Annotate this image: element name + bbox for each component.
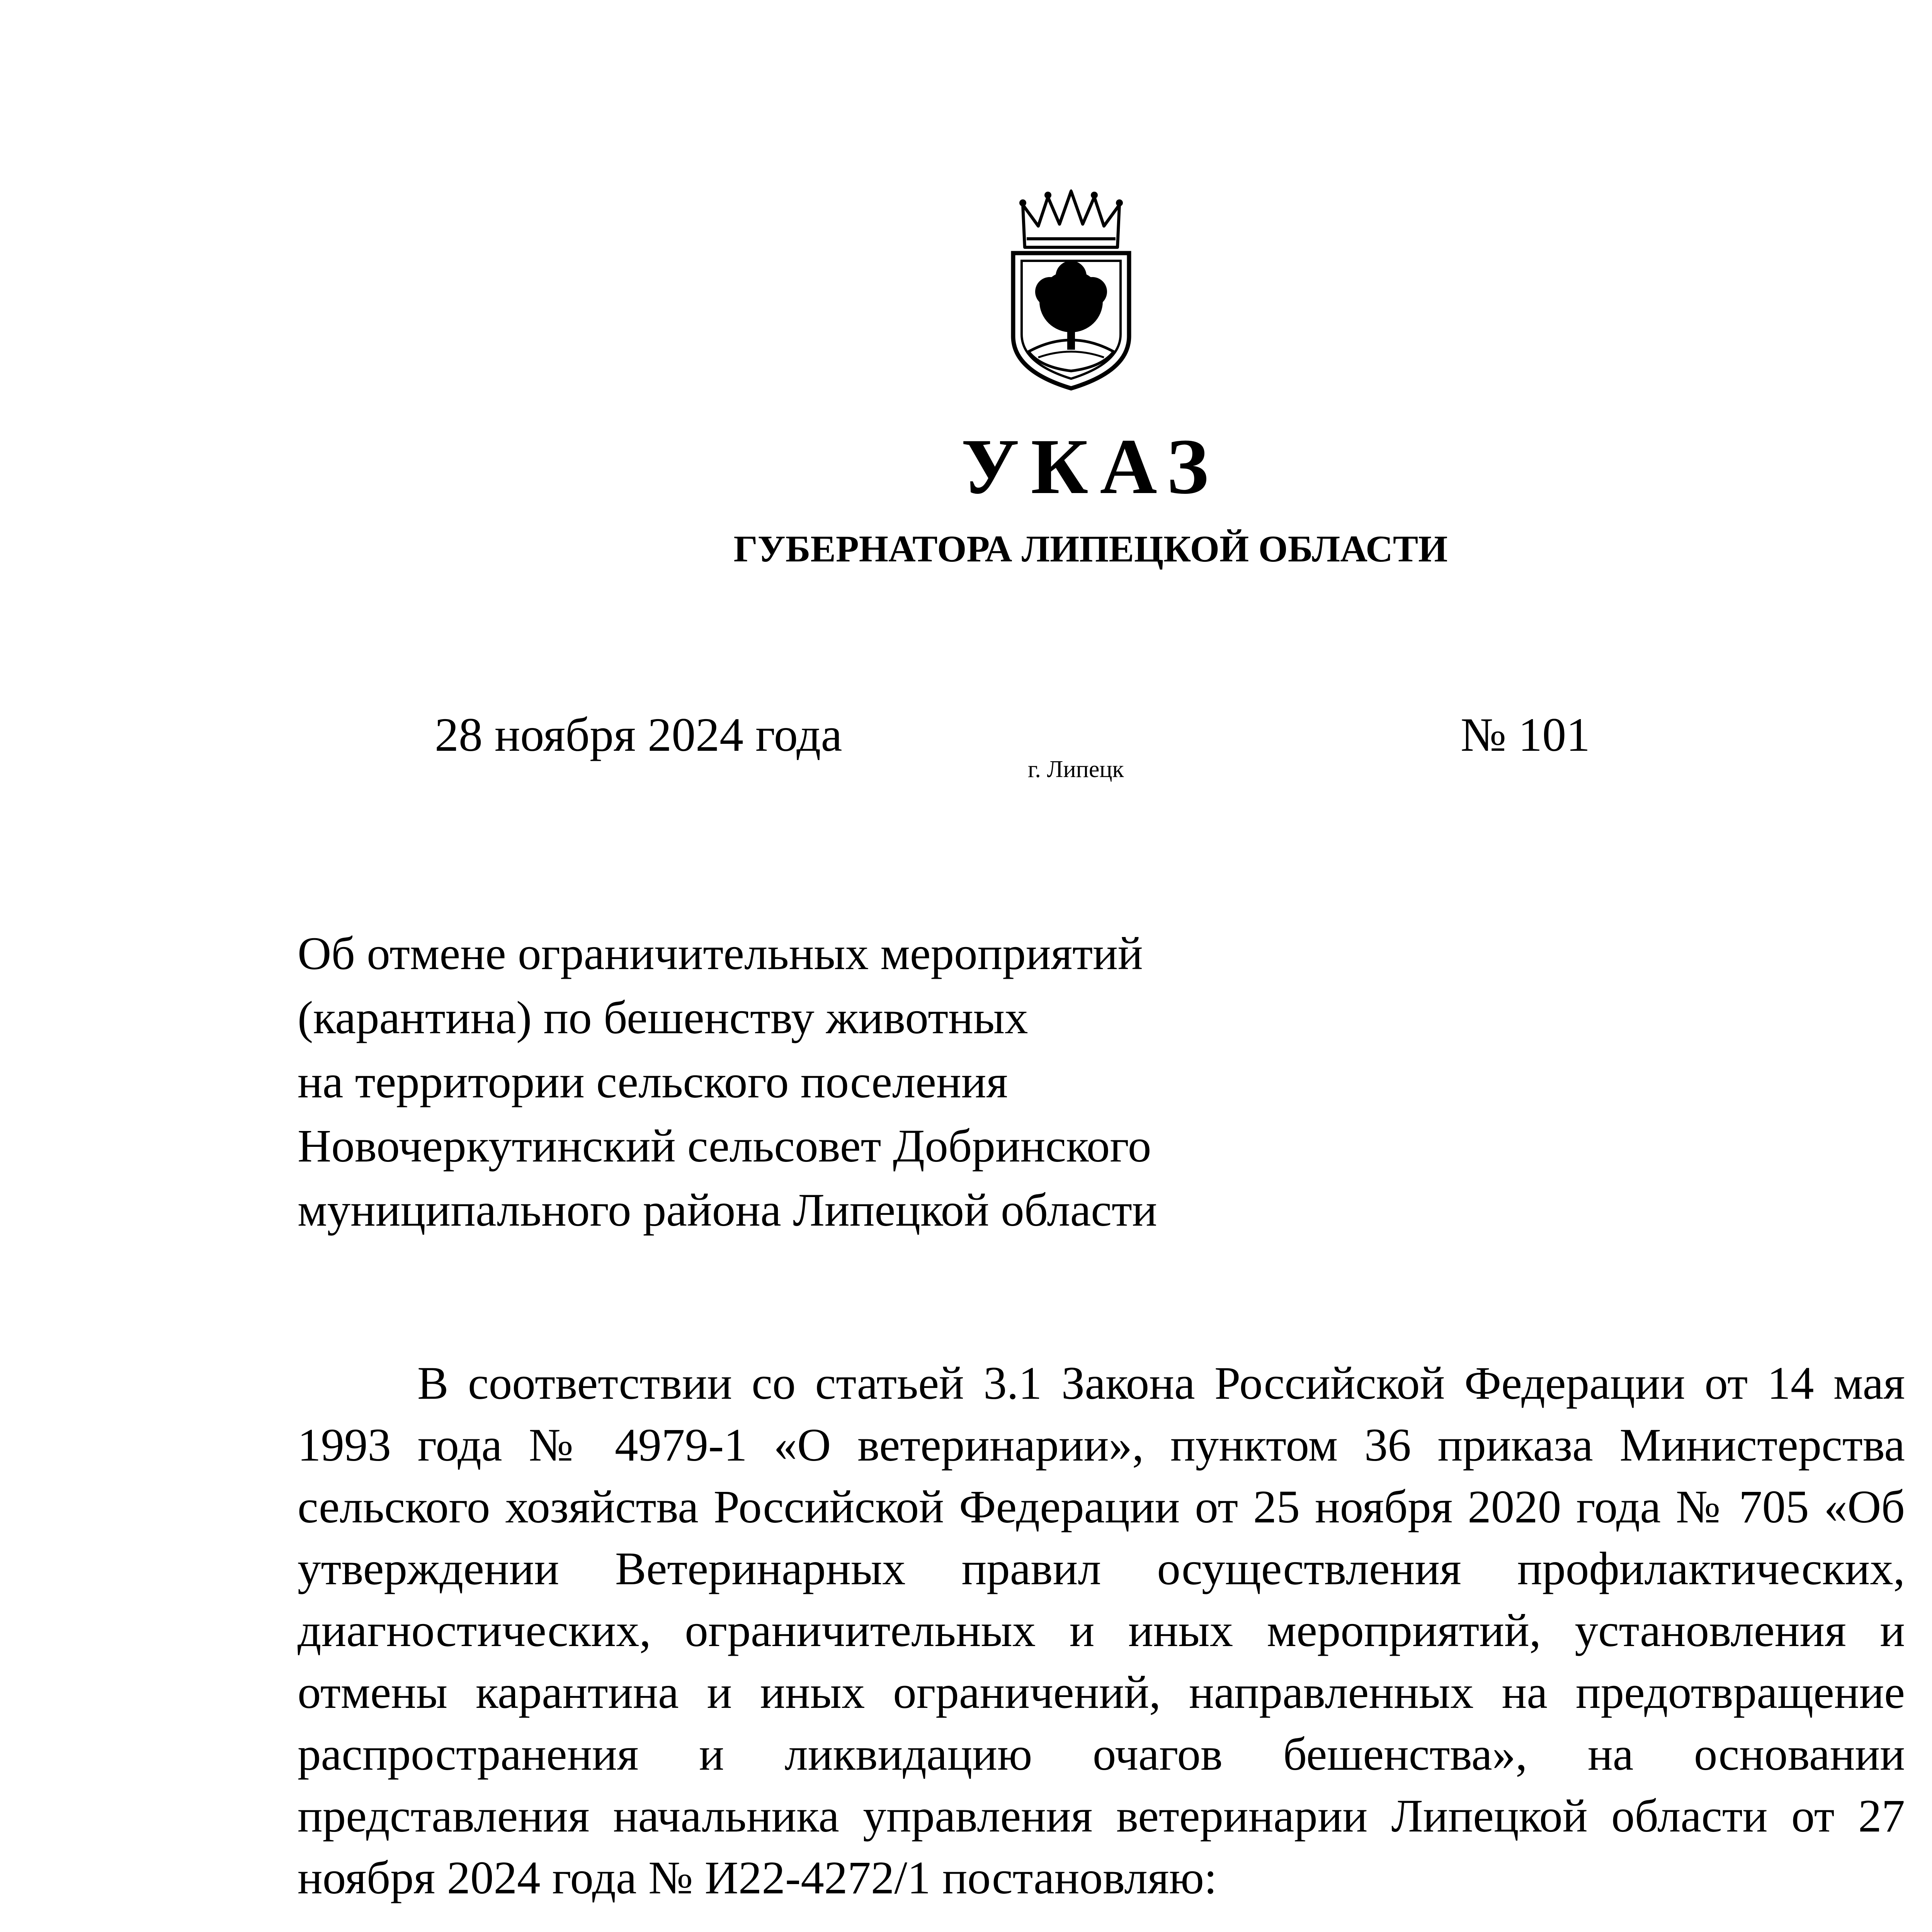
heading-line: на территории сельского поселения <box>298 1056 1008 1108</box>
document-subtitle: ГУБЕРНАТОРА ЛИПЕЦКОЙ ОБЛАСТИ <box>733 528 1448 570</box>
document-title: УКАЗ <box>961 423 1220 510</box>
heading-line: (карантина) по бешенству животных <box>298 992 1028 1044</box>
coat-of-arms-icon <box>1002 189 1141 398</box>
body-paragraph <box>298 1928 1905 1932</box>
body-paragraph: В соответствии со статьей 3.1 Закона Российской Федерации от 14 мая 1993 года № 4979-1 «О ветеринарии», пунктом 36 приказа Министерства сельского хозяйства Российской Федерации от 25 ноября 2020 года № 705 «Об утверждении Ветеринарных правил осуществления профилактических, диагностических, ограничительных и иных мероприятий, установления и отмены карантина и иных ограничений, направленных на предотвращение распространения и ликвидацию очагов бешенства», на основании представления начальника управления ветеринарии Липецкой области от 27 ноября 2024 года № И22-4272/1 постановляю: <box>298 1357 1905 1904</box>
document-number: № 101 <box>1461 708 1590 761</box>
document-date: 28 ноября 2024 года <box>435 708 842 761</box>
heading-line: Новочеркутинский сельсовет Добринского <box>298 1120 1151 1172</box>
heading-line: муниципального района Липецкой области <box>298 1184 1157 1236</box>
document-body <box>298 1352 1905 1932</box>
heading-line: Об отмене ограничительных мероприятий <box>298 928 1143 980</box>
document-place: г. Липецк <box>1028 756 1124 782</box>
document-heading <box>298 922 1302 1242</box>
